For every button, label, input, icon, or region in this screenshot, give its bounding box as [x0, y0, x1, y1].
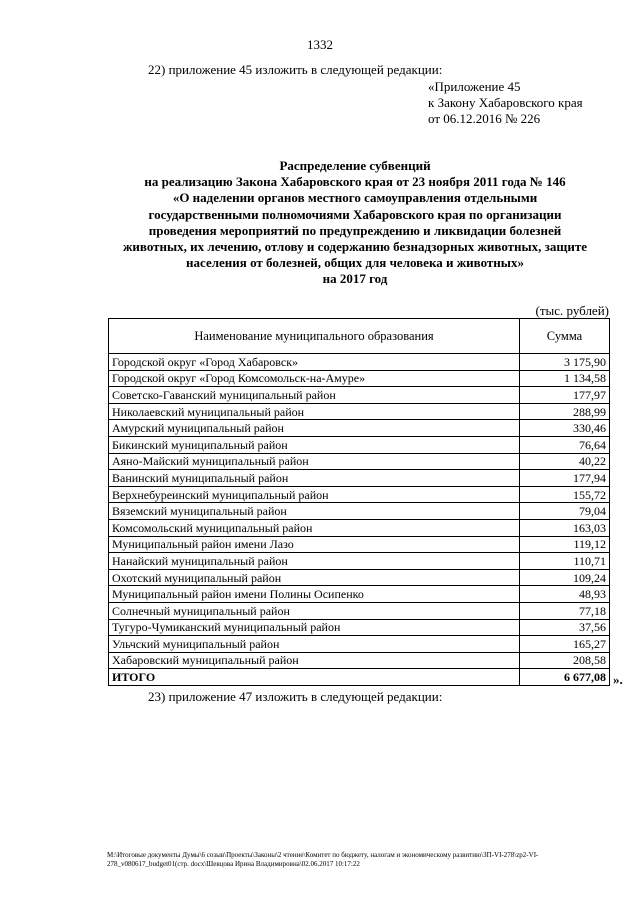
table-row: [109, 652, 610, 669]
header-sum: Сумма: [520, 319, 610, 354]
municipality-name: Аяно-Майский муниципальный район: [109, 453, 520, 470]
table-row: [109, 569, 610, 586]
footer-line-2: 278_v080617_budget01(стр. docx\Шевцова Ирина Владимировна\02.06.2017 10:17:22: [107, 860, 360, 868]
subvention-sum: 3 175,90: [520, 354, 610, 371]
title-line: проведения мероприятий по предупреждению и ликвидации болезней: [148, 222, 562, 238]
intro-paragraph-22: 22) приложение 45 изложить в следующей редакции:: [148, 62, 443, 77]
table-row: [109, 586, 610, 603]
title-line: государственными полномочиями Хабаровского края по организации: [148, 206, 562, 222]
municipality-name: Хабаровский муниципальный район: [109, 652, 520, 669]
subvention-sum: 37,56: [520, 619, 610, 636]
municipality-name: Городской округ «Город Комсомольск-на-Амуре»: [109, 370, 520, 387]
table-row: [109, 602, 610, 619]
subvention-sum: 79,04: [520, 503, 610, 520]
table-row: [109, 519, 610, 536]
subvention-sum: 76,64: [520, 436, 610, 453]
table-header-row: [109, 319, 610, 354]
subvention-sum: 288,99: [520, 403, 610, 420]
table-row: [109, 486, 610, 503]
table-row: [109, 436, 610, 453]
subvention-sum: 1 134,58: [520, 370, 610, 387]
municipality-name: Советско-Гаванский муниципальный район: [109, 387, 520, 404]
table-row: [109, 636, 610, 653]
table-row: [109, 387, 610, 404]
subvention-sum: 77,18: [520, 602, 610, 619]
municipality-name: Охотский муниципальный район: [109, 569, 520, 586]
municipality-name: Амурский муниципальный район: [109, 420, 520, 437]
title-line: животных, их лечению, отлову и содержанию безнадзорных животных, защите: [122, 239, 588, 255]
subvention-sum: 109,24: [520, 569, 610, 586]
appendix-reference: [428, 79, 583, 127]
municipality-name: Солнечный муниципальный район: [109, 602, 520, 619]
municipality-name: Вяземский муниципальный район: [109, 503, 520, 520]
subvention-sum: 119,12: [520, 536, 610, 553]
municipality-name: Муниципальный район имени Полины Осипенко: [109, 586, 520, 603]
municipality-name: Николаевский муниципальный район: [109, 403, 520, 420]
subvention-sum: 110,71: [520, 553, 610, 570]
subvention-sum: 208,58: [520, 652, 610, 669]
title-line: населения от болезней, общих для человека и животных»: [186, 255, 524, 271]
table-total-row: [109, 669, 610, 686]
subvention-sum: 177,94: [520, 470, 610, 487]
table-body: [109, 354, 610, 686]
footer-line-1: M:\Итоговые документы Думы\6 созыв\Проекты\Законы\2 чтение\Комитет по бюджету, налогам и экономическому развитию\ЗП-VI-278\zp2-VI-: [107, 851, 539, 859]
appendix-ref-line-3: от 06.12.2016 № 226: [428, 111, 541, 126]
total-label: ИТОГО: [109, 669, 520, 686]
municipality-name: Комсомольский муниципальный район: [109, 519, 520, 536]
subvention-sum: 155,72: [520, 486, 610, 503]
subvention-table: [108, 318, 610, 686]
subvention-sum: 163,03: [520, 519, 610, 536]
municipality-name: Городской округ «Город Хабаровск»: [109, 354, 520, 371]
subvention-sum: 165,27: [520, 636, 610, 653]
municipality-name: Верхнебуреинский муниципальный район: [109, 486, 520, 503]
table-row: [109, 470, 610, 487]
municipality-name: Муниципальный район имени Лазо: [109, 536, 520, 553]
table-row: [109, 354, 610, 371]
subvention-sum: 48,93: [520, 586, 610, 603]
table-row: [109, 503, 610, 520]
title-line: на 2017 год: [322, 271, 388, 287]
table-row: [109, 453, 610, 470]
table-row: [109, 420, 610, 437]
subvention-sum: 330,46: [520, 420, 610, 437]
table-row: [109, 619, 610, 636]
table-row: [109, 536, 610, 553]
table-row: [109, 370, 610, 387]
document-title: [100, 158, 610, 288]
page-number: 1332: [307, 37, 333, 52]
title-line: «О наделении органов местного самоуправления отдельными: [172, 190, 538, 206]
appendix-ref-line-2: к Закону Хабаровского края: [428, 95, 583, 110]
units-label: (тыс. рублей): [535, 303, 609, 318]
intro-paragraph-23: 23) приложение 47 изложить в следующей редакции:: [148, 689, 443, 704]
subvention-sum: 40,22: [520, 453, 610, 470]
appendix-ref-line-1: «Приложение 45: [428, 79, 521, 94]
municipality-name: Бикинский муниципальный район: [109, 436, 520, 453]
municipality-name: Ульчский муниципальный район: [109, 636, 520, 653]
title-line: на реализацию Закона Хабаровского края от 23 ноября 2011 года № 146: [144, 174, 566, 190]
subvention-sum: 177,97: [520, 387, 610, 404]
municipality-name: Ванинский муниципальный район: [109, 470, 520, 487]
title-line: Распределение субвенций: [279, 158, 431, 173]
municipality-name: Тугуро-Чумиканский муниципальный район: [109, 619, 520, 636]
table-row: [109, 403, 610, 420]
municipality-name: Нанайский муниципальный район: [109, 553, 520, 570]
table-row: [109, 553, 610, 570]
file-path-footer: [107, 851, 612, 869]
closing-quote: ».: [613, 672, 623, 687]
total-sum: 6 677,08: [520, 669, 610, 686]
header-municipality: Наименование муниципального образования: [109, 319, 520, 354]
